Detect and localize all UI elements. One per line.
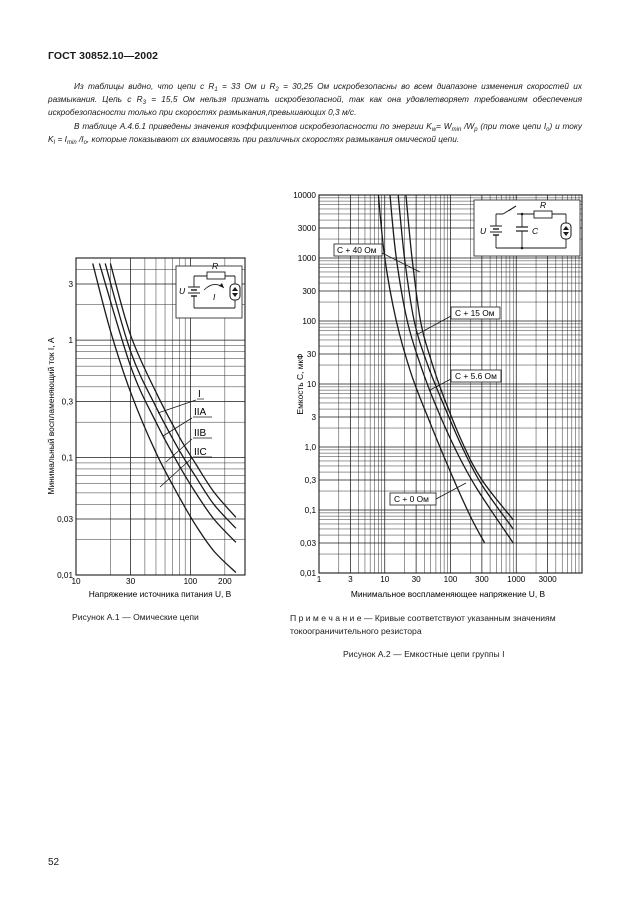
fig2-x-tick-label: 1 xyxy=(316,575,322,584)
source-label-2: U xyxy=(480,226,487,236)
label-curve-IIA: IIA xyxy=(194,407,207,418)
fig2-x-tick-label: 300 xyxy=(475,575,489,584)
fig1-y-tick-label: 1 xyxy=(68,336,73,346)
fig2-y-tick-label: 300 xyxy=(302,286,316,296)
figure-a2-caption: Рисунок А.2 — Емкостные цепи группы I xyxy=(343,649,505,659)
paragraph-1: Из таблицы видно, что цепи с $R_1 = 33$ Ом и $R_2 = 30,25$ Ом искробезопасны во всем диапазоне изменения скоростей их размыкания. Цепь с $R_3 = 15,5$ Ом нельзя признать искробезопасной, так как она удовлетворяет требованиям обеспечения искробезопасности только при скоростях размыкания,превышающих 0,3 м/с. xyxy=(48,81,582,118)
label-curve-IIB: IIB xyxy=(194,428,207,439)
resistor-label: R xyxy=(212,261,219,271)
fig2-y-tick-label: 0,03 xyxy=(300,538,316,548)
fig2-x-tick-label: 1000 xyxy=(507,575,526,584)
fig1-x-axis-label: Напряжение источника питания U, В xyxy=(88,589,232,599)
fig2-circuit-inset xyxy=(474,200,580,256)
label-curve-IIC: IIC xyxy=(194,447,207,458)
resistor-label-2: R xyxy=(540,200,547,210)
fig2-y-tick-label: 1,0 xyxy=(304,443,316,452)
spark-tester-symbol-2 xyxy=(561,223,571,239)
fig1-y-tick-label: 0,1 xyxy=(61,453,73,463)
fig2-y-tick-label: 30 xyxy=(306,349,316,359)
fig1-x-tick-label: 30 xyxy=(126,577,136,586)
label-c-15-ohm: C + 15 Ом xyxy=(455,308,495,318)
fig2-x-tick-label: 10 xyxy=(380,575,390,584)
page-number: 52 xyxy=(48,857,60,868)
figure-a2-note: П р и м е ч а н и е — Кривые соответствуют указанным значениям токоограничительного резистора xyxy=(290,613,556,636)
label-c-40-ohm: C + 40 Ом xyxy=(337,245,377,255)
source-label: U xyxy=(179,286,186,296)
fig1-y-axis-label: Минимальный воспламеняющий ток I, А xyxy=(46,337,56,495)
fig2-y-tick-label: 10000 xyxy=(293,191,316,200)
fig2-y-axis-label: Емкость C, мкФ xyxy=(295,353,305,415)
fig1-x-tick-label: 10 xyxy=(71,577,81,586)
fig2-y-tick-label: 1000 xyxy=(297,254,316,263)
fig1-y-tick-label: 0,01 xyxy=(57,571,73,580)
document-header: ГОСТ 30852.10—2002 xyxy=(48,50,159,62)
fig1-x-tick-label: 100 xyxy=(183,577,198,586)
fig2-x-axis-label: Минимальное воспламеняющее напряжение U, В xyxy=(350,589,546,599)
fig1-y-tick-label: 3 xyxy=(68,280,73,290)
label-c-5-6-ohm: C + 5.6 Ом xyxy=(455,371,497,381)
fig2-x-tick-label: 3 xyxy=(348,575,353,584)
fig2-y-tick-label: 100 xyxy=(302,317,316,326)
fig2-y-tick-label: 10 xyxy=(306,380,316,389)
paragraph-2: В таблице А.4.6.1 приведены значения коэффициентов искробезопасности по энергии $K_w= W_{min}$ $/W_p$ (при токе цепи $I_o$) и току $K_I = I_{min}$ $/I_o$, которые показывают их взаимосвязь при различных скоростях размыкания омической цепи. xyxy=(48,121,582,147)
fig2-y-tick-label: 3 xyxy=(311,412,316,422)
fig2-x-tick-label: 100 xyxy=(443,575,458,584)
fig1-y-tick-label: 0,03 xyxy=(57,514,73,524)
label-c-0-ohm: C + 0 Ом xyxy=(394,494,429,504)
fig2-y-tick-label: 0,01 xyxy=(300,569,316,578)
fig2-y-tick-label: 3000 xyxy=(297,223,316,233)
fig1-y-tick-label: 0,3 xyxy=(61,397,73,407)
resistor-symbol-2 xyxy=(534,211,552,218)
label-curve-I: I xyxy=(198,389,201,400)
fig2-x-tick-label: 3000 xyxy=(538,575,557,584)
fig2-y-tick-label: 0,3 xyxy=(304,475,316,485)
fig2-y-tick-label: 0,1 xyxy=(304,506,316,515)
fig2-x-tick-label: 30 xyxy=(411,575,421,584)
current-label: I xyxy=(213,292,216,302)
fig1-x-tick-label: 200 xyxy=(218,577,232,586)
figure-a1-caption: Рисунок А.1 — Омические цепи xyxy=(72,612,199,622)
capacitor-label: C xyxy=(532,226,539,236)
